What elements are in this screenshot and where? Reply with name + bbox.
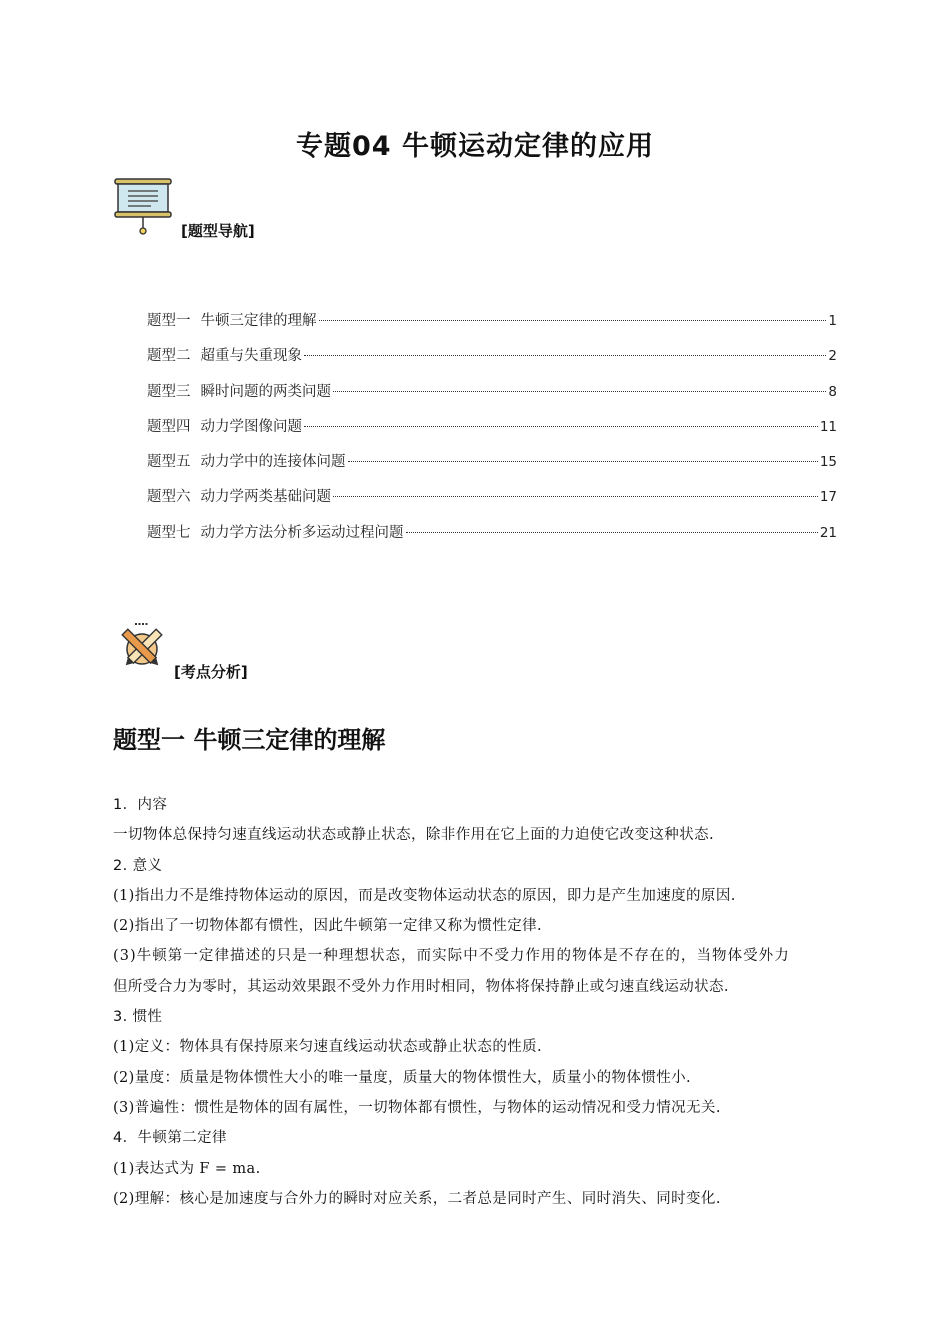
toc-entry[interactable]: 题型三 瞬时问题的两类问题 8: [147, 383, 837, 400]
presentation-board-icon: [113, 176, 173, 236]
paragraph-line: (2)量度：质量是物体惯性大小的唯一量度，质量大的物体惯性大，质量小的物体惯性小.: [113, 1069, 692, 1086]
toc-leader: [406, 532, 818, 533]
analysis-label: [考点分析]: [174, 663, 248, 681]
toc-leader: [304, 426, 818, 427]
document-title: 专题04 牛顿运动定律的应用: [296, 131, 654, 162]
paragraph-line: (1)指出力不是维持物体运动的原因，而是改变物体运动状态的原因，即力是产生加速度的原因.: [113, 887, 736, 904]
toc-leader: [304, 355, 826, 356]
paragraph-line: (2)指出了一切物体都有惯性，因此牛顿第一定律又称为惯性定律.: [113, 918, 543, 935]
toc-page-number: 17: [819, 489, 837, 506]
toc-entry[interactable]: 题型二 超重与失重现象 2: [147, 348, 837, 365]
toc-entry[interactable]: 题型一 牛顿三定律的理解 1: [147, 313, 837, 329]
table-of-contents: [147, 309, 837, 556]
paragraph-line: (1)表达式为 F = ma.: [113, 1160, 261, 1177]
paragraph-line: (2)理解：核心是加速度与合外力的瞬时对应关系，二者总是同时产生、同时消失、同时变化.: [113, 1190, 721, 1207]
paragraph-line: (3)牛顿第一定律描述的只是一种理想状态，而实际中不受力作用的物体是不存在的，当物体受外力: [113, 948, 790, 965]
toc-entry[interactable]: 题型四 动力学图像问题 11: [147, 418, 837, 435]
paragraph-line: 一切物体总保持匀速直线运动状态或静止状态，除非作用在它上面的力迫使它改变这种状态.: [113, 827, 715, 844]
navigation-label: [题型导航]: [181, 222, 255, 240]
section-title: 题型一 牛顿三定律的理解: [113, 726, 386, 754]
toc-page-number: 8: [828, 383, 837, 400]
subheading: 4．牛顿第二定律: [113, 1130, 227, 1147]
toc-page-number: 15: [819, 454, 837, 471]
toc-page-number: 1: [828, 313, 837, 329]
toc-page-number: 21: [819, 524, 837, 541]
paragraph-line: (1)定义：物体具有保持原来匀速直线运动状态或静止状态的性质.: [113, 1039, 543, 1056]
subheading: 1．内容: [113, 797, 168, 813]
subheading: 2. 意义: [113, 857, 163, 874]
toc-leader: [319, 320, 827, 321]
toc-leader: [333, 391, 826, 392]
toc-entry[interactable]: 题型七 动力学方法分析多运动过程问题 21: [147, 524, 837, 541]
toc-leader: [333, 496, 818, 497]
toc-entry[interactable]: 题型六 动力学两类基础问题 17: [147, 489, 837, 506]
toc-leader: [348, 461, 818, 462]
section-body: [113, 790, 838, 1214]
toc-page-number: 11: [819, 418, 837, 435]
paragraph-line: (3)普遍性：惯性是物体的固有属性，一切物体都有惯性，与物体的运动情况和受力情况无关.: [113, 1099, 721, 1116]
toc-page-number: 2: [828, 348, 837, 365]
crossed-pencil-ruler-icon: [117, 622, 167, 672]
paragraph-line: 但所受合力为零时，其运动效果跟不受外力作用时相同，物体将保持静止或匀速直线运动状态.: [113, 978, 729, 995]
toc-entry[interactable]: 题型五 动力学中的连接体问题 15: [147, 454, 837, 471]
subheading: 3. 惯性: [113, 1009, 163, 1026]
